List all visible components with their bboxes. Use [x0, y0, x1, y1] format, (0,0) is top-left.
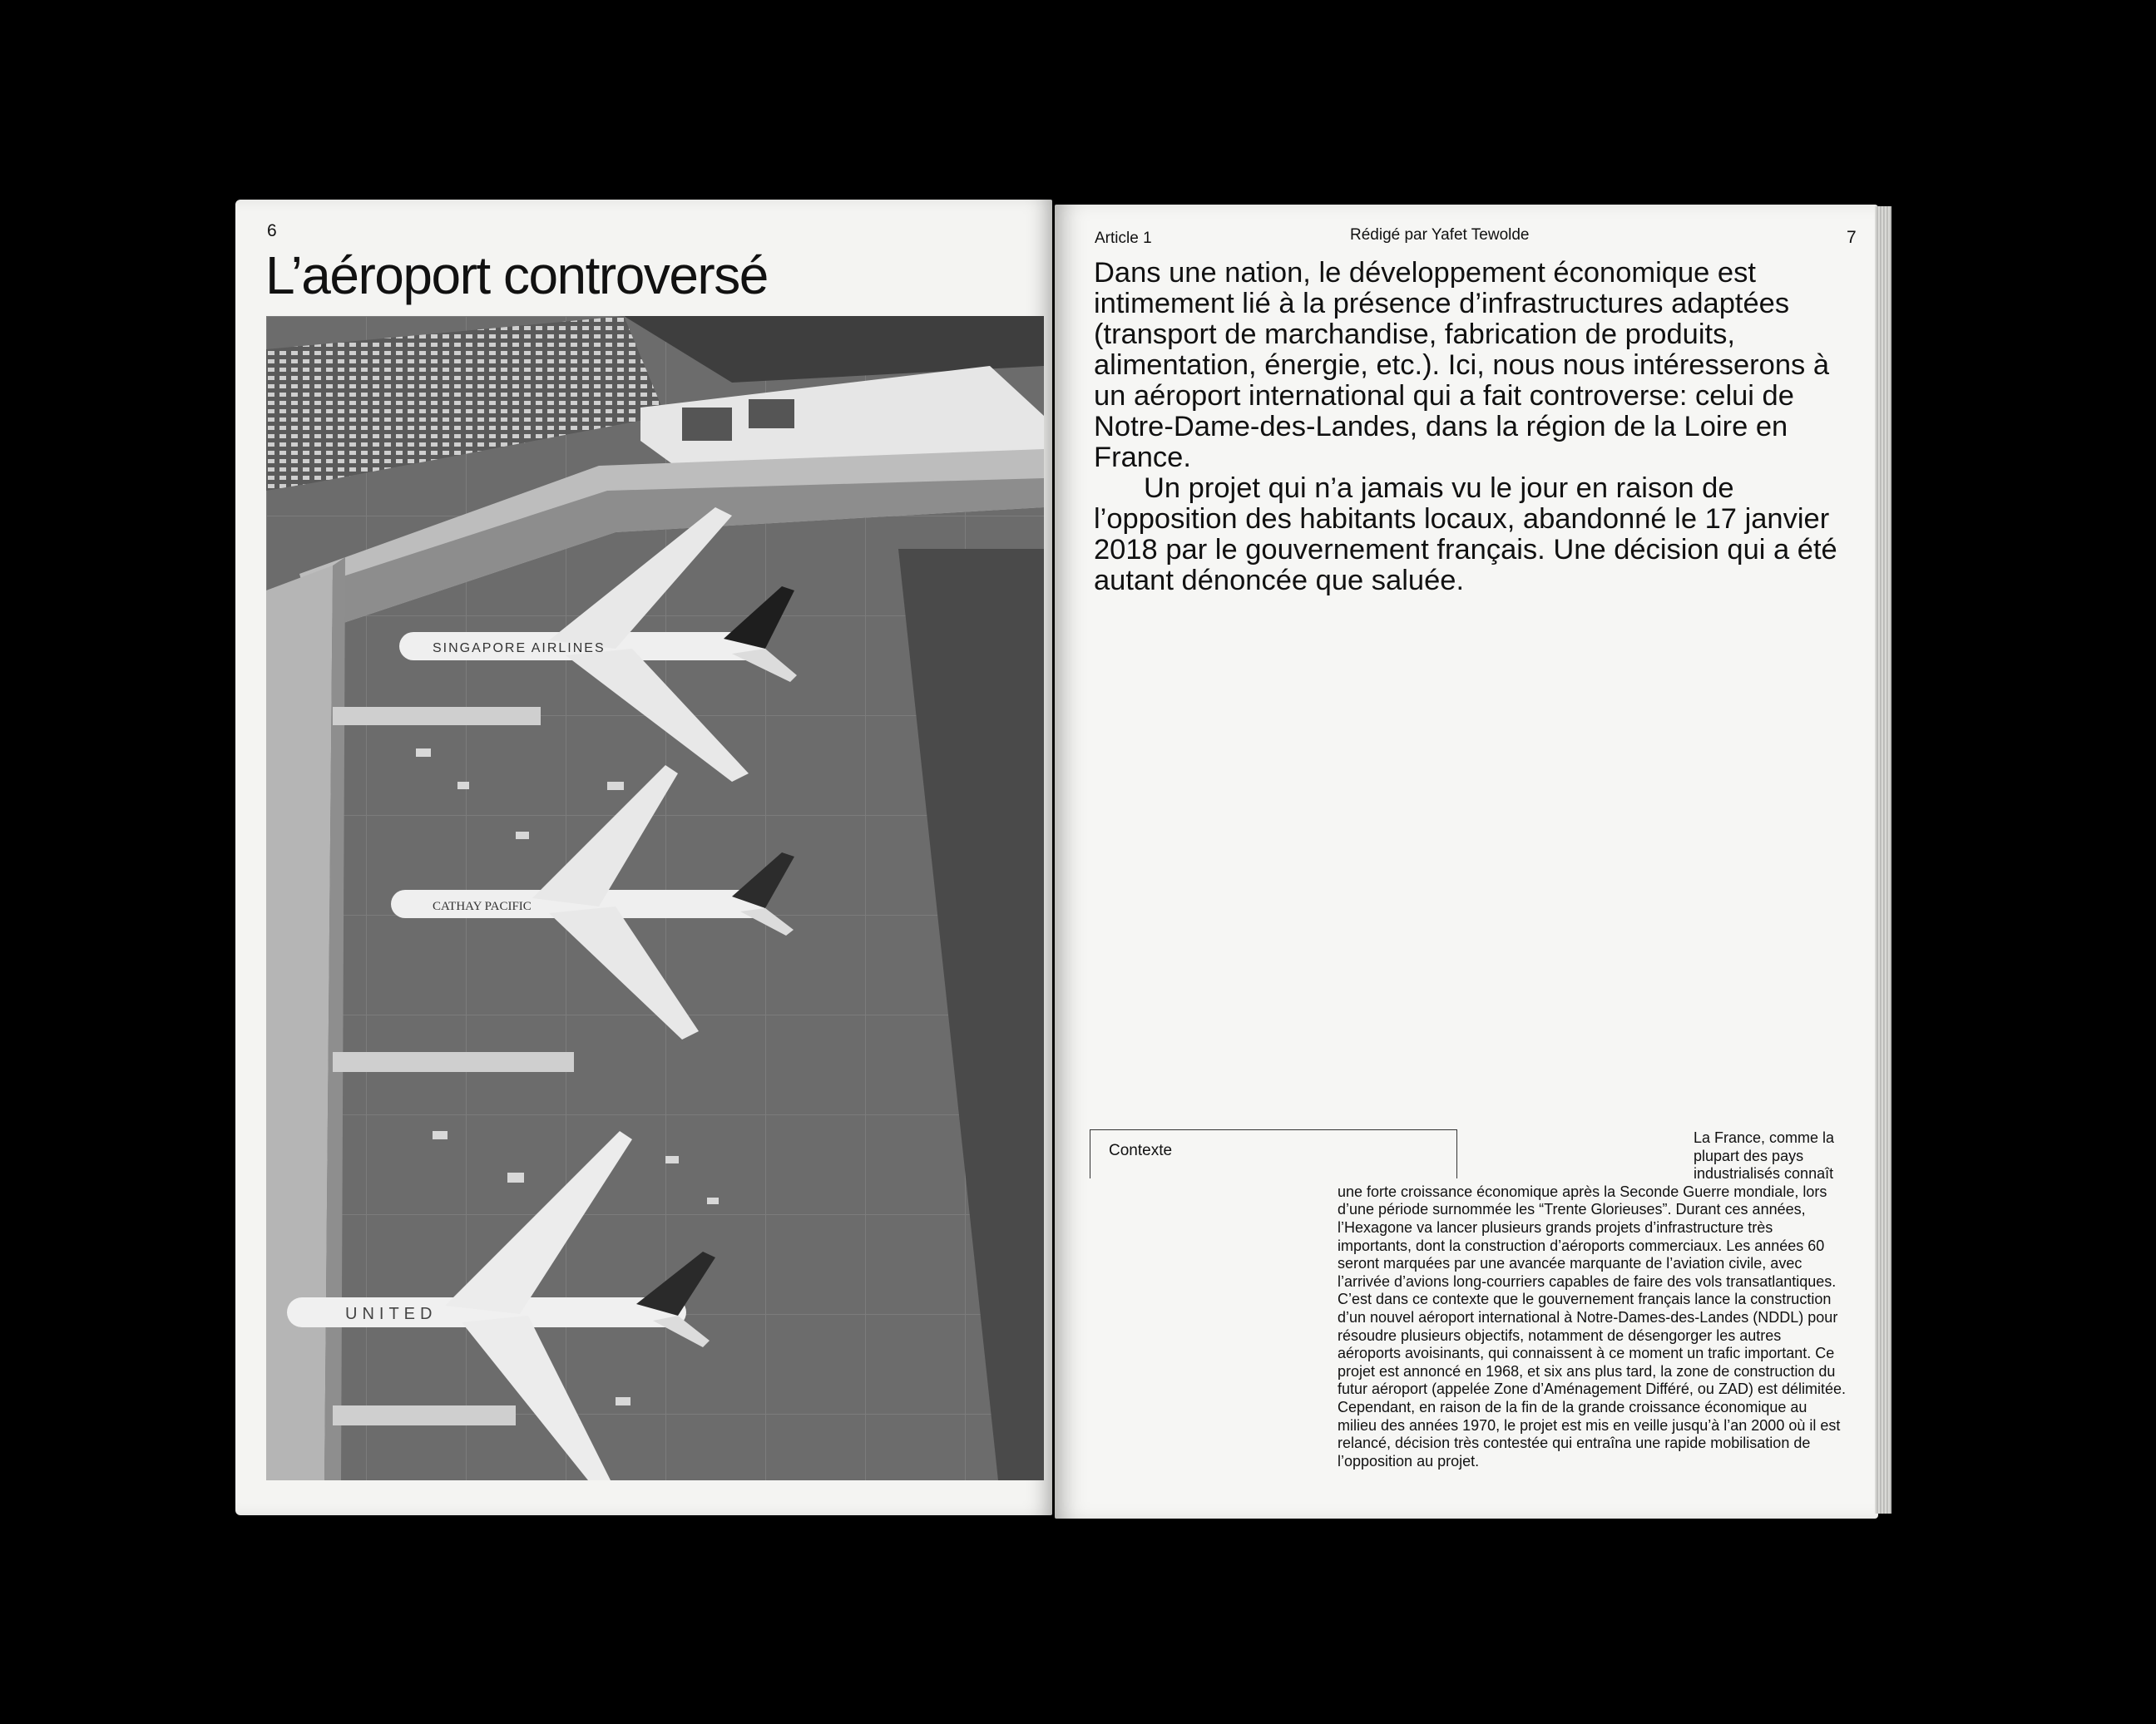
left-page [235, 200, 1052, 1515]
lede-text [1094, 258, 1847, 596]
svg-text:CATHAY PACIFIC: CATHAY PACIFIC [433, 900, 532, 913]
page-edges [1875, 206, 1891, 1514]
page-number-left: 6 [267, 221, 277, 240]
airport-aerial-photo [266, 316, 1044, 1480]
author-byline: Rédigé par Yafet Tewolde [1350, 226, 1530, 244]
context-paragraph: La France, comme la plupart des pays industrialisés connaît une forte croissance économique après la Seconde Guerre mondiale, lors d’une période surnommée les “Trente Glorieuses”. Durant ces années, l’Hexagone va lancer plusieurs grands projets d’infrastructure très importants, dont la construction d’aéroports commerciaux. Les années 60 seront marquées par une avancée marquante de l’aviation civile, avec l’arrivée d’avions long-courriers capables de faire des vols transatlantiques. C’est dans ce contexte que le gouvernement français lance la construction d’un nouvel aéroport international à Notre-Dames-des-Landes (NDDL) pour résoudre plusieurs objectifs, notamment de désengorger les autres aéroports avoisinants, qui connaissent à ce moment un trafic important. Ce projet est annoncé en 1968, et six ans plus tard, la zone de construction du futur aéroport (appelée Zone d’Aménagement Différé, ou ZAD) est délimitée. Cependant, en raison de la fin de la grande croissance économique au milieu des années 1970, le projet est mis en veille jusqu’à l’an 2000 où il est relancé, décision très contestée qui entraîna une rapide mobilisation de l’opposition au projet. [1338, 1129, 1846, 1470]
context-spacer [1338, 1129, 1694, 1183]
article-title: L’aéroport controversé [265, 245, 768, 305]
context-body [1338, 1129, 1847, 1470]
right-page [1055, 205, 1878, 1519]
article-number: Article 1 [1095, 230, 1152, 247]
page-number-right: 7 [1847, 228, 1857, 247]
lede-paragraph: Un projet qui n’a jamais vu le jour en raison de l’opposition des habitants locaux, abandonné le 17 janvier 2018 par le gouvernement français. Une décision qui a été autant dénoncée que saluée. [1094, 472, 1837, 596]
svg-text:UNITED: UNITED [345, 1305, 438, 1323]
context-label: Contexte [1109, 1142, 1173, 1159]
svg-text:SINGAPORE AIRLINES: SINGAPORE AIRLINES [433, 641, 606, 655]
lede-paragraph: Dans une nation, le développement économique est intimement lié à la présence d’infrastructures adaptées (transport de marchandise, fabrication de produits, alimentation, énergie, etc.). Ici, nous nous intéresserons à un aéroport international qui a fait controverse: celui de Notre-Dame-des-Landes, dans la région de la Loire en France. [1094, 257, 1830, 473]
